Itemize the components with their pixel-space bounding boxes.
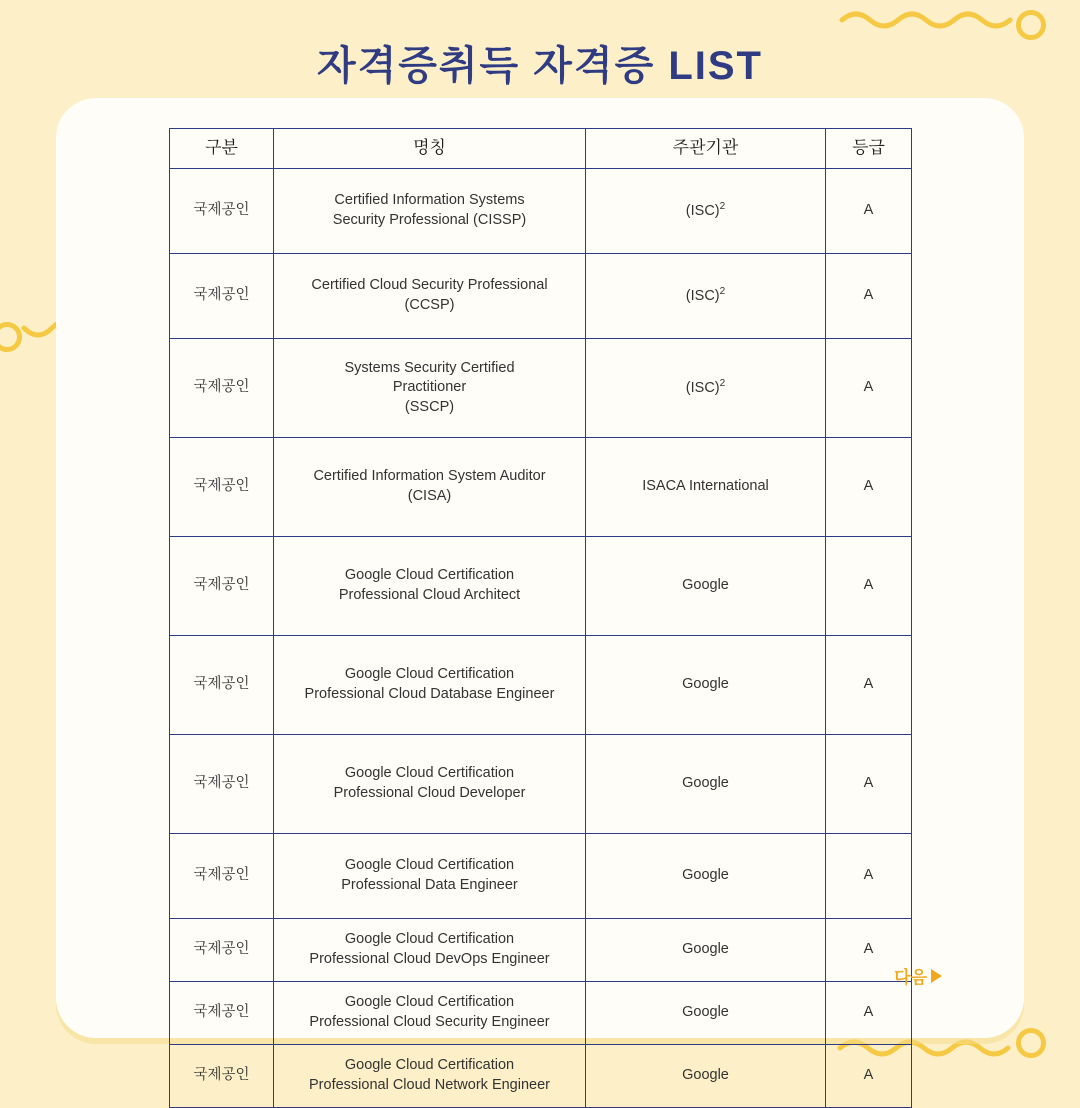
table-row — [170, 1044, 912, 1107]
wave-decoration-top-right — [838, 6, 1018, 34]
cell-grade: A — [826, 437, 912, 536]
cell-organization: Google — [586, 536, 826, 635]
cell-organization: Google — [586, 833, 826, 918]
cell-division: 국제공인 — [170, 437, 274, 536]
circle-decoration-middle-left — [0, 322, 22, 352]
table-row — [170, 253, 912, 338]
cell-organization: Google — [586, 981, 826, 1044]
cell-organization: Google — [586, 918, 826, 981]
table-row — [170, 536, 912, 635]
cell-division: 국제공인 — [170, 918, 274, 981]
table-row — [170, 338, 912, 437]
cell-name: Google Cloud Certification Professional Cloud Architect — [274, 536, 586, 635]
cell-grade: A — [826, 253, 912, 338]
next-label: 다음 — [894, 968, 927, 987]
cell-organization: (ISC)$^2$ — [586, 338, 826, 437]
cell-name: Google Cloud Certification Professional Cloud Network Engineer — [274, 1044, 586, 1107]
cell-division: 국제공인 — [170, 635, 274, 734]
cell-grade: A — [826, 833, 912, 918]
table-row — [170, 437, 912, 536]
cell-division: 국제공인 — [170, 338, 274, 437]
column-header-division: 구분 — [170, 129, 274, 169]
cell-grade: A — [826, 338, 912, 437]
cell-grade: A — [826, 536, 912, 635]
cell-name: Google Cloud Certification Professional Data Engineer — [274, 833, 586, 918]
table-row — [170, 635, 912, 734]
table-row — [170, 833, 912, 918]
cell-grade: A — [826, 168, 912, 253]
cell-organization: Google — [586, 734, 826, 833]
column-header-name: 명칭 — [274, 129, 586, 169]
cell-name: Certified Information System Auditor (CISA) — [274, 437, 586, 536]
cell-grade: A — [826, 1044, 912, 1107]
cell-division: 국제공인 — [170, 734, 274, 833]
cell-name: Certified Cloud Security Professional (CCSP) — [274, 253, 586, 338]
cell-division: 국제공인 — [170, 1044, 274, 1107]
column-header-organization: 주관기관 — [586, 129, 826, 169]
play-triangle-icon — [931, 969, 942, 983]
cell-division: 국제공인 — [170, 168, 274, 253]
cell-name: Systems Security Certified Practitioner (SSCP) — [274, 338, 586, 437]
cell-organization: (ISC)$^2$ — [586, 253, 826, 338]
next-button[interactable] — [894, 963, 942, 988]
cell-grade: A — [826, 734, 912, 833]
column-header-grade: 등급 — [826, 129, 912, 169]
table-header-row — [170, 129, 912, 169]
cell-name: Certified Information Systems Security Professional (CISSP) — [274, 168, 586, 253]
cell-organization: (ISC)$^2$ — [586, 168, 826, 253]
certification-table-container — [169, 128, 911, 1108]
cell-organization: Google — [586, 635, 826, 734]
cell-division: 국제공인 — [170, 833, 274, 918]
cell-organization: ISACA International — [586, 437, 826, 536]
cell-name: Google Cloud Certification Professional Cloud Security Engineer — [274, 981, 586, 1044]
cell-grade: A — [826, 918, 912, 981]
cell-division: 국제공인 — [170, 536, 274, 635]
cell-division: 국제공인 — [170, 253, 274, 338]
table-row — [170, 918, 912, 981]
content-card — [56, 98, 1024, 1093]
circle-decoration-bottom-right — [1016, 1028, 1046, 1058]
cell-name: Google Cloud Certification Professional Cloud Database Engineer — [274, 635, 586, 734]
cell-grade: A — [826, 981, 912, 1044]
table-row — [170, 168, 912, 253]
table-row — [170, 981, 912, 1044]
cell-organization: Google — [586, 1044, 826, 1107]
certification-table — [169, 128, 912, 1108]
table-row — [170, 734, 912, 833]
cell-grade: A — [826, 635, 912, 734]
table-body — [170, 168, 912, 1107]
cell-name: Google Cloud Certification Professional Cloud DevOps Engineer — [274, 918, 586, 981]
cell-name: Google Cloud Certification Professional Cloud Developer — [274, 734, 586, 833]
cell-division: 국제공인 — [170, 981, 274, 1044]
page-title: 자격증취득 자격증 LIST — [316, 44, 763, 88]
